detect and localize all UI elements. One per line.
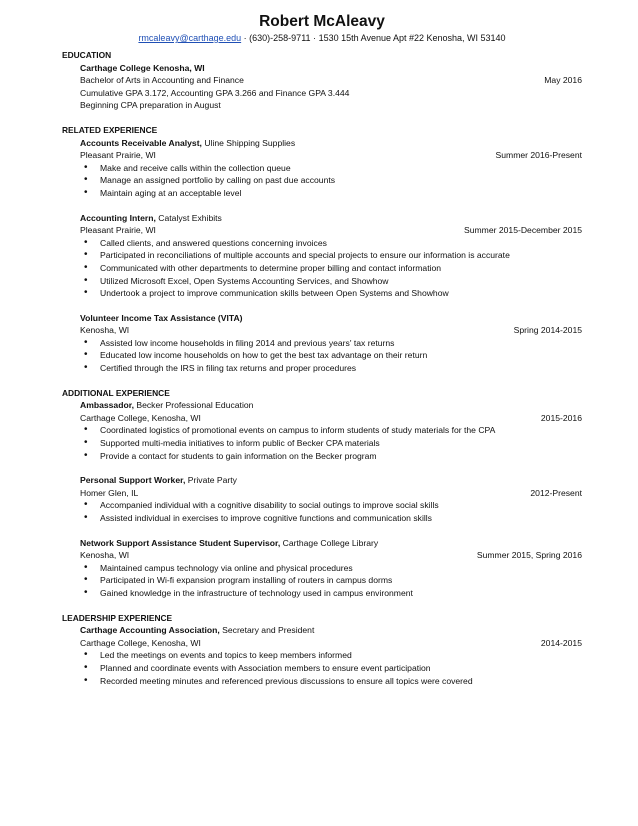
dates: Summer 2015-December 2015 (464, 225, 582, 236)
dates: 2014-2015 (540, 637, 582, 648)
list-item: • Maintain aging at an acceptable level (80, 187, 582, 200)
school-name: Carthage College Kenosha, WI (80, 62, 205, 73)
list-item: • Make and receive calls within the collection queue (80, 162, 582, 175)
education-section (62, 49, 582, 112)
education-entry (62, 62, 582, 112)
degree: Bachelor of Arts in Accounting and Finance (80, 75, 244, 86)
location-row (80, 324, 582, 337)
location-row (80, 412, 582, 425)
location: Carthage College, Kenosha, WI (80, 637, 201, 648)
job-title: Network Support Assistance Student Supervisor, Carthage College Library (80, 537, 379, 548)
additional-experience-section (62, 387, 582, 600)
experience-entry (62, 312, 582, 375)
list-item: • Coordinated logistics of promotional events on campus to inform students of study materials for the CPA (80, 424, 582, 437)
location: Pleasant Prairie, WI (80, 225, 156, 236)
resume-page (62, 12, 582, 687)
job-title: Volunteer Income Tax Assistance (VITA) (80, 312, 243, 323)
location: Carthage College, Kenosha, WI (80, 412, 201, 423)
address: 1530 15th Avenue Apt #22 Kenosha, WI 53140 (318, 33, 506, 43)
list-item: • Communicated with other departments to determine proper billing and contact information (80, 262, 582, 275)
list-item: • Led the meetings on events and topics to keep members informed (80, 649, 582, 662)
list-item: • Participated in reconciliations of multiple accounts and special projects to ensure our information is accurate (80, 249, 582, 262)
list-item: • Planned and coordinate events with Association members to ensure event participation (80, 662, 582, 675)
email-link[interactable]: rmcaleavy@carthage.edu (138, 33, 242, 43)
list-item: • Gained knowledge in the infrastructure of technology used in campus environment (80, 587, 582, 600)
list-item: • Provide a contact for students to gain information on the Becker program (80, 450, 582, 463)
bullet-list (80, 499, 582, 524)
degree-row (80, 74, 582, 87)
list-item: • Utilized Microsoft Excel, Open Systems Accounting Services, and Showhow (80, 275, 582, 288)
location-row (80, 224, 582, 237)
experience-entry (62, 624, 582, 687)
dates: Spring 2014-2015 (513, 325, 582, 336)
location-row (80, 637, 582, 650)
bullet-list (80, 162, 582, 200)
separator: · (243, 33, 247, 43)
location-row (80, 149, 582, 162)
experience-entry (62, 537, 582, 600)
dates: 2012-Present (530, 487, 582, 498)
list-item: • Accompanied individual with a cognitive disability to social outings to improve social skills (80, 499, 582, 512)
dates: 2015-2016 (540, 412, 582, 423)
location: Homer Glen, IL (80, 487, 139, 498)
experience-entry (62, 137, 582, 200)
section-heading: LEADERSHIP EXPERIENCE (62, 612, 173, 623)
location: Kenosha, WI (80, 325, 130, 336)
gpa-line: Cumulative GPA 3.172, Accounting GPA 3.266 and Finance GPA 3.444 (80, 87, 350, 98)
section-heading: ADDITIONAL EXPERIENCE (62, 387, 170, 398)
job-title: Personal Support Worker, Private Party (80, 475, 237, 486)
list-item: • Supported multi-media initiatives to inform public of Becker CPA materials (80, 437, 582, 450)
list-item: • Recorded meeting minutes and referenced previous discussions to ensure all topics were covered (80, 675, 582, 688)
contact-line (62, 32, 582, 45)
location-row (80, 549, 582, 562)
list-item: • Certified through the IRS in filing tax returns and proper procedures (80, 362, 582, 375)
bullet-list (80, 337, 582, 375)
bullet-list (80, 424, 582, 462)
job-title: Accounts Receivable Analyst, Uline Shipping Supplies (80, 137, 296, 148)
list-item: • Undertook a project to improve communication skills between Open Systems and Showhow (80, 287, 582, 300)
experience-entry (62, 399, 582, 462)
bullet-list (80, 649, 582, 687)
job-title: Carthage Accounting Association, Secretary and President (80, 625, 315, 636)
list-item: • Assisted individual in exercises to improve cognitive functions and communication skills (80, 512, 582, 525)
location: Pleasant Prairie, WI (80, 150, 156, 161)
job-title: Accounting Intern, Catalyst Exhibits (80, 212, 222, 223)
list-item: • Called clients, and answered questions concerning invoices (80, 237, 582, 250)
location-row (80, 487, 582, 500)
experience-entry (62, 212, 582, 300)
candidate-name: Robert McAleavy (259, 13, 385, 30)
section-heading: EDUCATION (62, 50, 112, 60)
bullet-list (80, 237, 582, 300)
experience-entry (62, 474, 582, 524)
separator: · (313, 33, 317, 43)
bullet-list (80, 562, 582, 600)
dates: Summer 2016-Present (495, 150, 582, 161)
list-item: • Educated low income households on how to get the best tax advantage on their return (80, 349, 582, 362)
list-item: • Participated in Wi-fi expansion program installing of routers in campus dorms (80, 574, 582, 587)
list-item: • Maintained campus technology via online and physical procedures (80, 562, 582, 575)
related-experience-section (62, 124, 582, 375)
list-item: • Assisted low income households in filing 2014 and previous years' tax returns (80, 337, 582, 350)
degree-date: May 2016 (544, 75, 582, 86)
dates: Summer 2015, Spring 2016 (476, 550, 582, 561)
section-heading: RELATED EXPERIENCE (62, 124, 158, 135)
list-item: • Manage an assigned portfolio by calling on past due accounts (80, 174, 582, 187)
job-title: Ambassador, Becker Professional Education (80, 400, 254, 411)
education-note: Beginning CPA preparation in August (80, 100, 221, 111)
phone: (630)-258-9711 (249, 33, 311, 43)
leadership-experience-section (62, 612, 582, 688)
location: Kenosha, WI (80, 550, 130, 561)
